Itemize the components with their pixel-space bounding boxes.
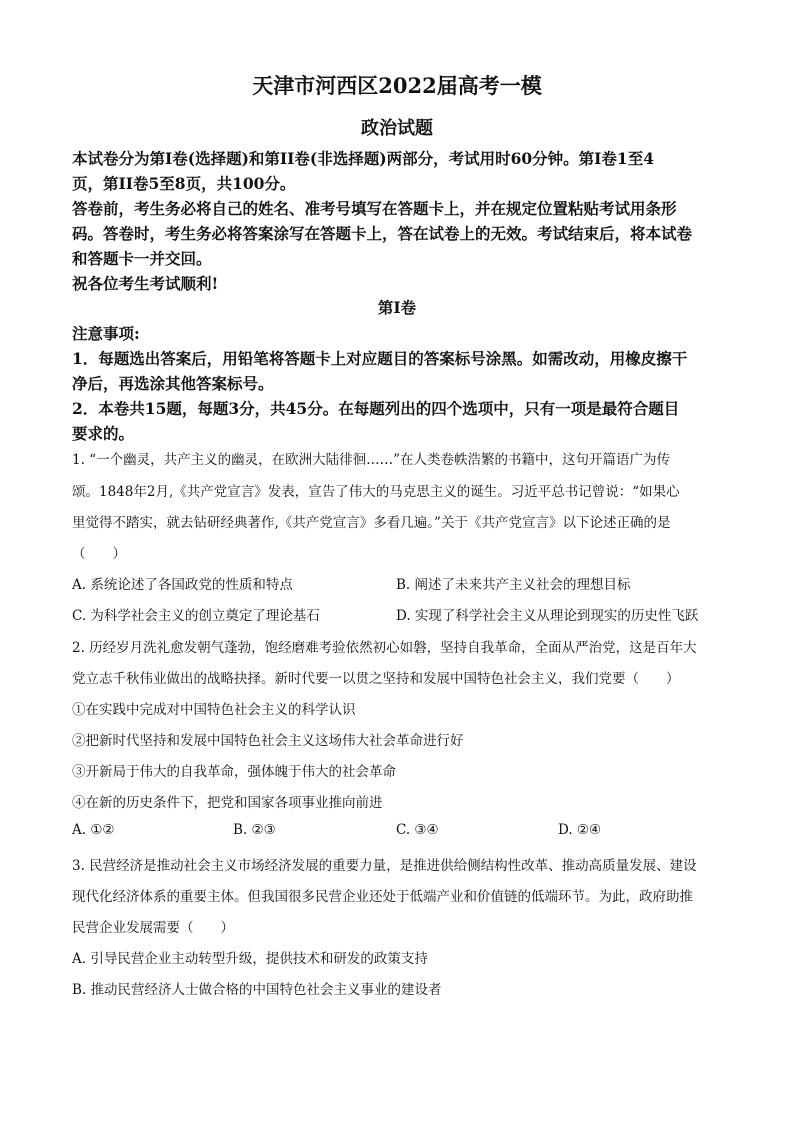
question-3-option-a: A. 引导民营企业主动转型升级，提供技术和研发的政策支持: [72, 951, 428, 967]
question-2-option-b: B. ②③: [233, 822, 276, 838]
intro-line-3: 答卷前，考生务必将自己的姓名、准考号填写在答题卡上，并在规定位置粘贴考试用条形: [72, 199, 677, 218]
exam-title: 天津市河西区2022届高考一模: [252, 73, 542, 98]
section-title: 第Ⅰ卷: [377, 298, 417, 317]
question-2-line-1: 2. 历经岁月洗礼愈发朝气蓬勃，饱经磨难考验依然初心如磐，坚持自我革命，全面从严治党，这是百年大: [72, 640, 697, 656]
note-1-line-2: 净后，再选涂其他答案标号。: [72, 374, 274, 393]
question-3-line-2: 现代化经济体系的重要主体。但我国很多民营企业还处于低端产业和价值链的低端环节。为此，政府助推: [72, 889, 693, 905]
question-1-line-1: 1. “一个幽灵，共产主义的幽灵，在欧洲大陆徘徊……”在人类卷帙浩繁的书籍中，这句开篇语广为传: [72, 452, 670, 468]
question-3-line-3: 民营企业发展需要（ ）: [72, 920, 234, 936]
question-1-line-4: （ ）: [72, 546, 126, 562]
question-2-option-c: C. ③④: [396, 822, 439, 838]
question-2-item-3: ③开新局于伟大的自我革命，强体魄于伟大的社会革命: [72, 764, 396, 780]
question-1-option-b: B. 阐述了未来共产主义社会的理想目标: [396, 577, 631, 593]
note-2-line-2: 要求的。: [72, 424, 135, 443]
question-3-line-1: 3. 民营经济是推动社会主义市场经济发展的重要力量，是推进供给侧结构性改革、推动高质量发展、建设: [72, 858, 697, 874]
intro-line-2: 页，第II卷5至8页，共100分。: [72, 174, 296, 193]
question-1-option-d: D. 实现了科学社会主义从理论到现实的历史性飞跃: [396, 608, 699, 624]
notes-label: 注意事项:: [72, 324, 140, 343]
question-2-option-a: A. ①②: [72, 822, 115, 838]
question-1-line-2: 颂。1848年2月,《共产党宣言》发表，宣告了伟大的马克思主义的诞生。习近平总书记曾说：“如果心: [72, 484, 680, 500]
question-2-item-2: ②把新时代坚持和发展中国特色社会主义这场伟大社会革命进行好: [72, 733, 464, 749]
question-1-option-a: A. 系统论述了各国政党的性质和特点: [72, 577, 293, 593]
question-1-option-c: C. 为科学社会主义的创立奠定了理论基石: [72, 608, 320, 624]
question-2-line-2: 党立志千秋伟业做出的战略抉择。新时代要一以贯之坚持和发展中国特色社会主义，我们党要（ ）: [72, 671, 680, 687]
question-1-line-3: 里觉得不踏实，就去钻研经典著作,《共产党宣言》多看几遍。”关于《共产党宣言》以下论述正确的是: [72, 515, 671, 531]
question-3-option-b: B. 推动民营经济人士做合格的中国特色社会主义事业的建设者: [72, 982, 442, 998]
note-1-line-1: 1．每题选出答案后，用铅笔将答题卡上对应题目的答案标号涂黑。如需改动，用橡皮擦干: [72, 349, 688, 368]
question-2-item-1: ①在实践中完成对中国特色社会主义的科学认识: [72, 702, 356, 718]
intro-line-4: 码。答卷时，考生务必将答案涂写在答题卡上，答在试卷上的无效。考试结束后，将本试卷: [72, 224, 693, 243]
question-2-option-d: D. ②④: [558, 822, 602, 838]
exam-subtitle: 政治试题: [361, 118, 433, 139]
intro-line-1: 本试卷分为第Ⅰ卷(选择题)和第II卷(非选择题)两部分，考试用时60分钟。第Ⅰ卷1至4: [72, 149, 654, 168]
intro-line-5: 和答题卡一并交回。: [72, 249, 212, 268]
intro-line-6: 祝各位考生考试顺利!: [72, 274, 219, 293]
question-2-item-4: ④在新的历史条件下，把党和国家各项事业推向前进: [72, 795, 383, 811]
note-2-line-1: 2．本卷共15题，每题3分，共45分。在每题列出的四个选项中，只有一项是最符合题目: [72, 399, 680, 418]
